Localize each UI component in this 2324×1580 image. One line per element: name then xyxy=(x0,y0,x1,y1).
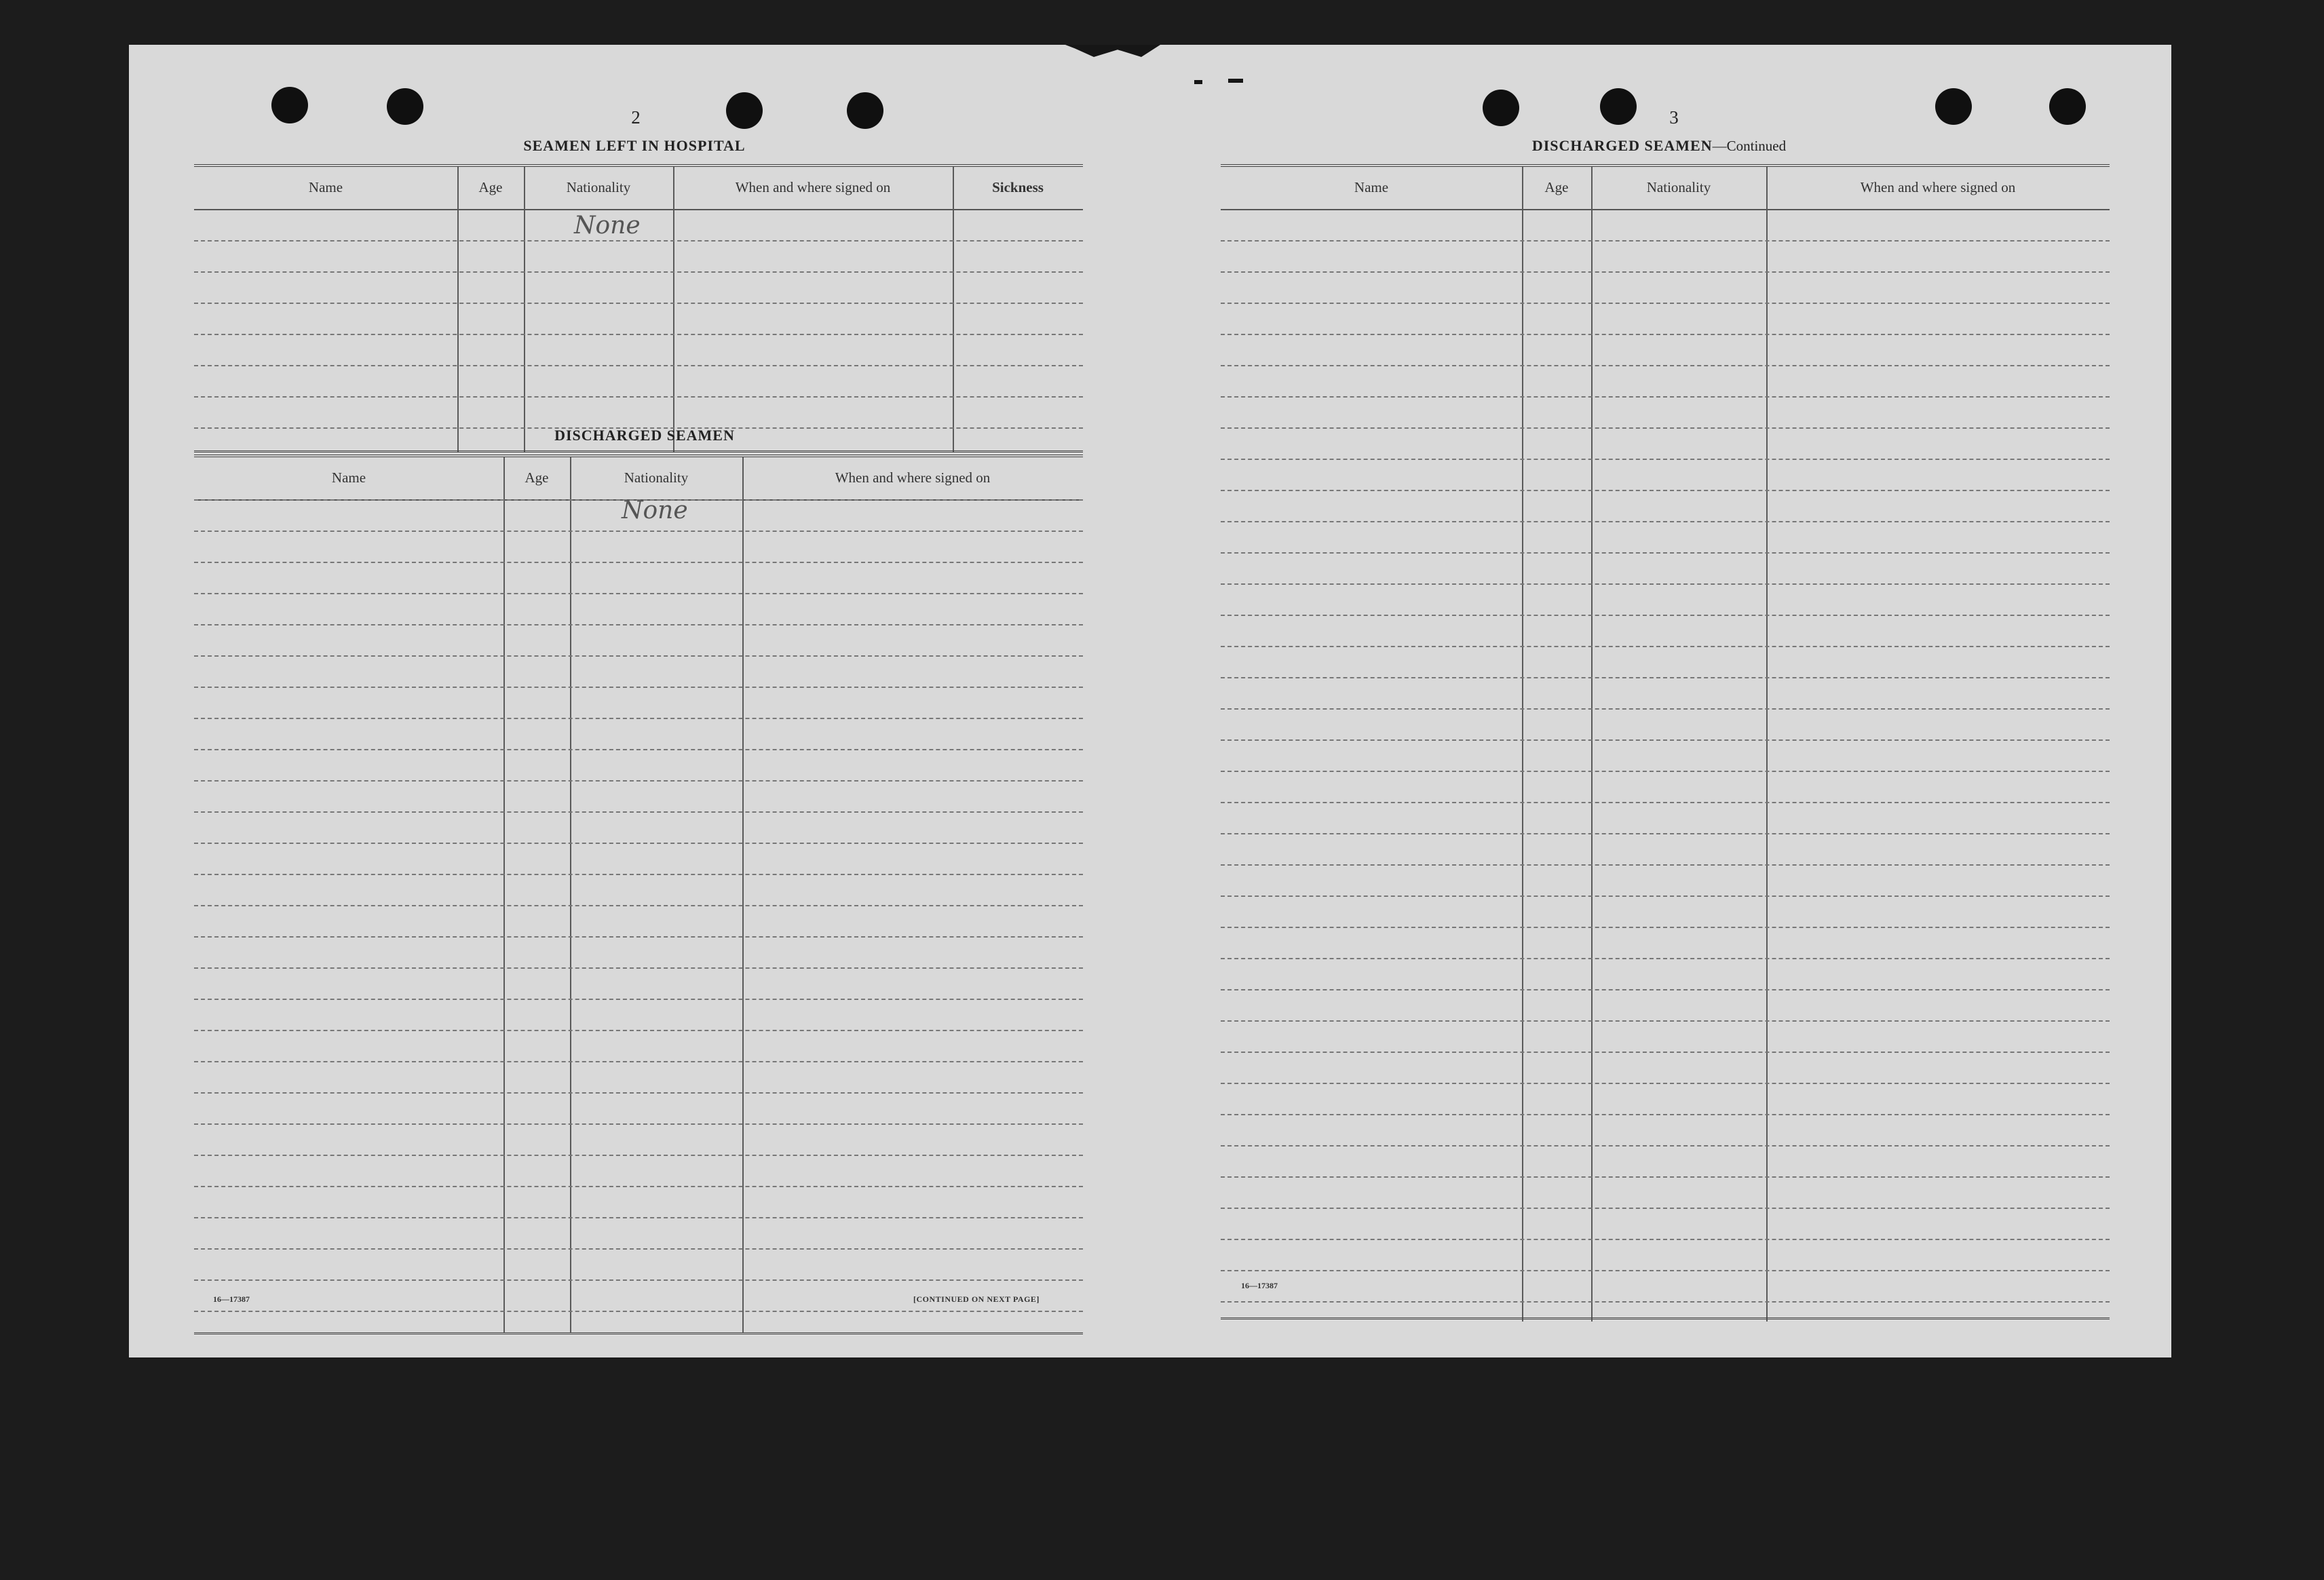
table-header xyxy=(194,167,1083,210)
row-rule xyxy=(1221,521,2110,522)
row-rule xyxy=(194,749,1083,750)
row-rule xyxy=(1221,927,2110,928)
row-rule xyxy=(1221,802,2110,803)
column-divider xyxy=(673,167,674,452)
row-rule xyxy=(1221,427,2110,429)
row-rule xyxy=(1221,708,2110,710)
row-rule xyxy=(194,271,1083,273)
form-code: 16—17387 xyxy=(213,1294,250,1304)
row-rule xyxy=(194,303,1083,304)
column-header-signed-on: When and where signed on xyxy=(835,469,991,486)
column-header-age: Age xyxy=(1544,179,1569,195)
ledger-paper xyxy=(129,45,2171,1357)
right-page xyxy=(1150,45,2171,1357)
column-header-name: Name xyxy=(1354,179,1389,195)
column-header-nationality: Nationality xyxy=(1646,179,1711,195)
row-rule xyxy=(1221,303,2110,304)
row-rule xyxy=(1221,1208,2110,1209)
column-divider xyxy=(742,457,744,1332)
row-rule xyxy=(1221,646,2110,647)
row-rule xyxy=(1221,1270,2110,1271)
page-number: 3 xyxy=(1669,107,1679,128)
row-rule xyxy=(194,905,1083,906)
row-rule xyxy=(194,1217,1083,1218)
column-divider xyxy=(524,167,525,452)
left-page xyxy=(129,45,1150,1357)
column-header-name: Name xyxy=(308,179,343,195)
row-rule xyxy=(194,1186,1083,1187)
row-rule xyxy=(194,624,1083,625)
continued-note: [CONTINUED ON NEXT PAGE] xyxy=(913,1294,1040,1304)
discharged-continued-title xyxy=(1503,137,1815,155)
column-header-age: Age xyxy=(525,469,549,486)
column-header-signed-on: When and where signed on xyxy=(735,179,891,195)
row-rule xyxy=(1221,739,2110,741)
column-divider xyxy=(953,167,954,452)
row-rule xyxy=(1221,1239,2110,1240)
row-rule xyxy=(1221,271,2110,273)
handwritten-entry: None xyxy=(622,497,688,524)
row-rule xyxy=(194,843,1083,844)
row-rule xyxy=(194,1092,1083,1094)
row-rule xyxy=(1221,1176,2110,1178)
row-rule xyxy=(1221,334,2110,335)
column-divider xyxy=(570,457,571,1332)
row-rule xyxy=(1221,552,2110,554)
row-rule xyxy=(194,687,1083,688)
row-rule xyxy=(1221,1145,2110,1147)
row-rule xyxy=(194,811,1083,813)
column-header-nationality: Nationality xyxy=(566,179,631,195)
handwritten-entry: None xyxy=(574,212,641,239)
table-bottom-rule xyxy=(1221,1317,2110,1319)
row-rule xyxy=(1221,1083,2110,1084)
row-rule xyxy=(1221,615,2110,616)
row-rule xyxy=(194,240,1083,242)
column-divider xyxy=(503,457,505,1332)
row-rule xyxy=(1221,771,2110,772)
row-rule xyxy=(194,593,1083,594)
row-rule xyxy=(194,655,1083,657)
row-rule xyxy=(1221,583,2110,585)
row-rule xyxy=(1221,1301,2110,1303)
column-divider xyxy=(1522,167,1523,1322)
row-rule xyxy=(1221,365,2110,366)
discharged-continued-table xyxy=(1221,164,2110,1327)
row-rule xyxy=(194,874,1083,875)
row-rule xyxy=(194,718,1083,719)
row-rule xyxy=(1221,833,2110,834)
hospital-section-title: SEAMEN LEFT IN HOSPITAL xyxy=(523,137,746,154)
page-number: 2 xyxy=(631,107,641,128)
row-rule xyxy=(194,1123,1083,1125)
row-rule xyxy=(194,1311,1083,1312)
column-header-signed-on: When and where signed on xyxy=(1860,179,2016,195)
row-rule xyxy=(194,967,1083,969)
discharged-table xyxy=(194,455,1083,1339)
hospital-table xyxy=(194,164,1083,457)
row-rule xyxy=(1221,895,2110,897)
column-header-sickness: Sickness xyxy=(992,179,1044,195)
form-code: 16—17387 xyxy=(1241,1281,1278,1290)
title-suffix: —Continued xyxy=(1712,138,1787,154)
column-header-nationality: Nationality xyxy=(624,469,689,486)
row-rule xyxy=(1221,396,2110,398)
column-divider xyxy=(457,167,459,452)
row-rule xyxy=(1221,864,2110,866)
row-rule xyxy=(194,334,1083,335)
column-header-age: Age xyxy=(478,179,503,195)
row-rule xyxy=(194,1155,1083,1156)
row-rule xyxy=(1221,677,2110,678)
row-rule xyxy=(194,999,1083,1000)
row-rule xyxy=(194,1030,1083,1031)
table-header xyxy=(194,457,1083,501)
row-rule xyxy=(194,1248,1083,1250)
column-divider xyxy=(1766,167,1768,1322)
row-rule xyxy=(1221,240,2110,242)
row-rule xyxy=(194,936,1083,938)
table-bottom-rule xyxy=(194,450,1083,452)
column-header-name: Name xyxy=(331,469,366,486)
row-rule xyxy=(1221,958,2110,959)
row-rule xyxy=(194,365,1083,366)
discharged-section-title: DISCHARGED SEAMEN xyxy=(554,427,735,444)
row-rule xyxy=(1221,490,2110,491)
row-rule xyxy=(194,531,1083,532)
row-rule xyxy=(194,1279,1083,1281)
row-rule xyxy=(194,1061,1083,1062)
title-text: DISCHARGED SEAMEN xyxy=(1531,137,1713,154)
row-rule xyxy=(194,396,1083,398)
row-rule xyxy=(194,780,1083,782)
row-rule xyxy=(1221,989,2110,990)
table-header xyxy=(1221,167,2110,210)
row-rule xyxy=(1221,459,2110,460)
column-divider xyxy=(1591,167,1593,1322)
row-rule xyxy=(1221,1020,2110,1022)
table-bottom-rule xyxy=(194,1332,1083,1334)
row-rule xyxy=(194,562,1083,563)
row-rule xyxy=(1221,1052,2110,1053)
row-rule xyxy=(1221,1114,2110,1115)
